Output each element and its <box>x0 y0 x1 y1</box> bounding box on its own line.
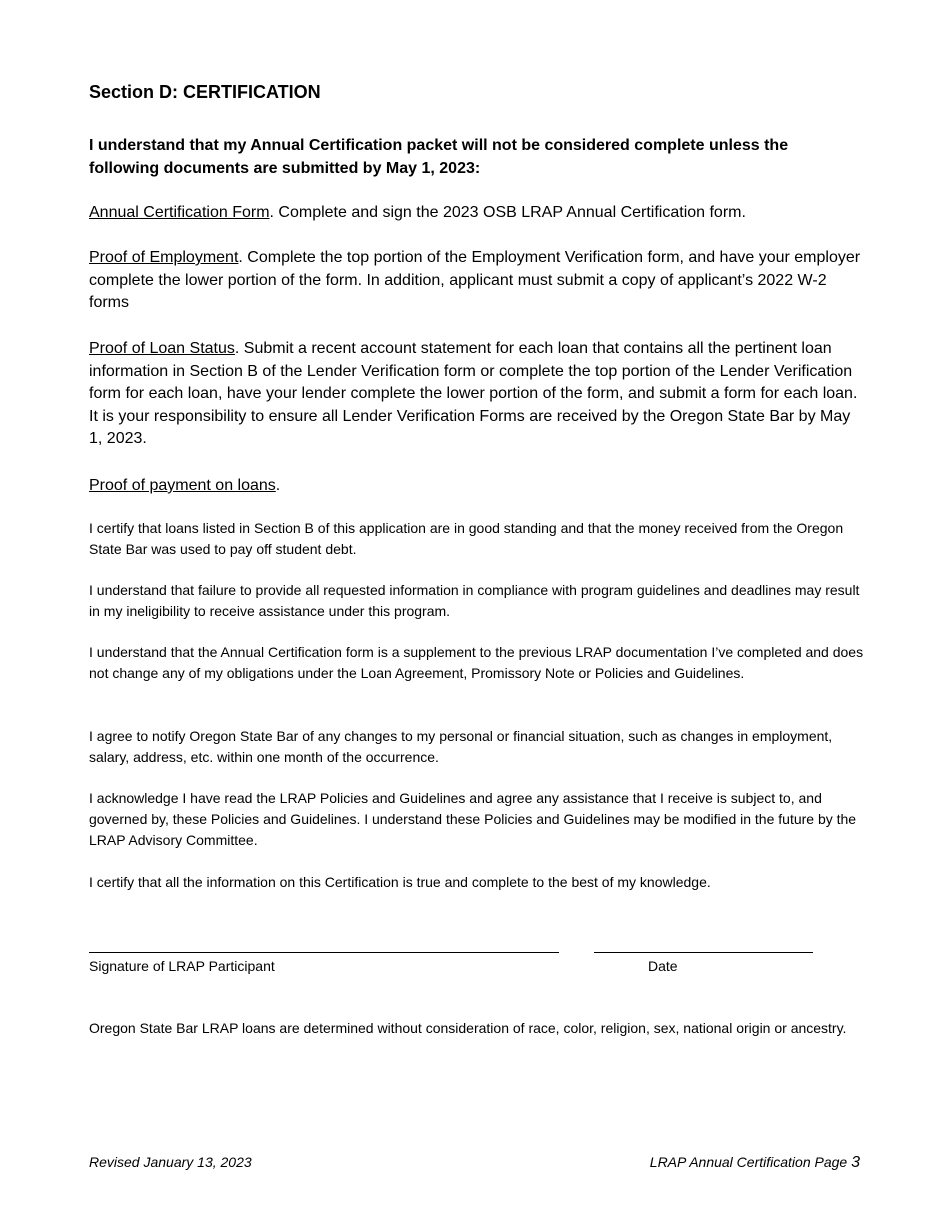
nondiscrimination-statement: Oregon State Bar LRAP loans are determined without consideration of race, color, religion, sex, national origin or ancestry. <box>89 1020 847 1036</box>
date-label: Date <box>648 958 678 974</box>
requirement-text: . Submit a recent account statement for each loan that contains all the pertinent loan information in Section B of the Lender Verification form or complete the top portion of the Lender Verification form for each loan, have your lender complete the lower portion of the form, and submit a form for each loan. It is your responsibility to ensure all Lender Verification Forms are received by the Oregon State Bar by May 1, 2023. <box>89 340 858 448</box>
intro-paragraph: I understand that my Annual Certification packet will not be considered complete unless the following documents are submitted by May 1, 2023: <box>89 137 789 177</box>
requirement-proof-of-payment <box>89 475 864 498</box>
requirement-annual-certification-form <box>89 202 864 225</box>
requirement-text: . Complete the top portion of the Employment Verification form, and have your employer complete the lower portion of the form. In addition, applicant must submit a copy of applicant’s 2022 W-2 forms <box>89 249 861 312</box>
statement-good-standing: I certify that loans listed in Section B of this application are in good standing and that the money received from the Oregon State Bar was used to pay off student debt. <box>89 520 844 557</box>
requirement-label: Proof of payment on loans <box>89 477 276 494</box>
footer-page-text: LRAP Annual Certification Page <box>649 1154 852 1170</box>
page-number: 3 <box>851 1154 860 1171</box>
requirement-proof-of-employment <box>89 247 864 315</box>
requirement-text: . Complete and sign the 2023 OSB LRAP Annual Certification form. <box>269 204 746 221</box>
section-title: Section D: CERTIFICATION <box>89 82 321 102</box>
requirement-label: Annual Certification Form <box>89 204 270 221</box>
date-line[interactable] <box>594 952 813 953</box>
statement-true-and-complete: I certify that all the information on this Certification is true and complete to the best of my knowledge. <box>89 874 711 890</box>
footer-page-label <box>650 1152 860 1173</box>
footer-revised-date: Revised January 13, 2023 <box>89 1154 252 1170</box>
requirement-proof-of-loan-status <box>89 338 864 451</box>
requirement-text: . <box>275 477 281 494</box>
statement-acknowledge-policies: I acknowledge I have read the LRAP Policies and Guidelines and agree any assistance that I receive is subject to, and governed by, these Policies and Guidelines. I understand these Policies and Guidelines may be modified in the future by the LRAP Advisory Committee. <box>89 790 857 848</box>
signature-line[interactable] <box>89 952 559 953</box>
statement-failure-to-provide: I understand that failure to provide all requested information in compliance with program guidelines and deadlines may result in my ineligibility to receive assistance under this program. <box>89 582 860 619</box>
requirement-label: Proof of Loan Status <box>89 340 235 357</box>
requirement-label: Proof of Employment <box>89 249 239 266</box>
statement-notify-changes: I agree to notify Oregon State Bar of any changes to my personal or financial situation, such as changes in employment, salary, address, etc. within one month of the occurrence. <box>89 728 833 765</box>
signature-label: Signature of LRAP Participant <box>89 958 275 974</box>
statement-supplement: I understand that the Annual Certification form is a supplement to the previous LRAP documentation I’ve completed and does not change any of my obligations under the Loan Agreement, Promissory Note or Policies and Guidelines. <box>89 644 864 681</box>
